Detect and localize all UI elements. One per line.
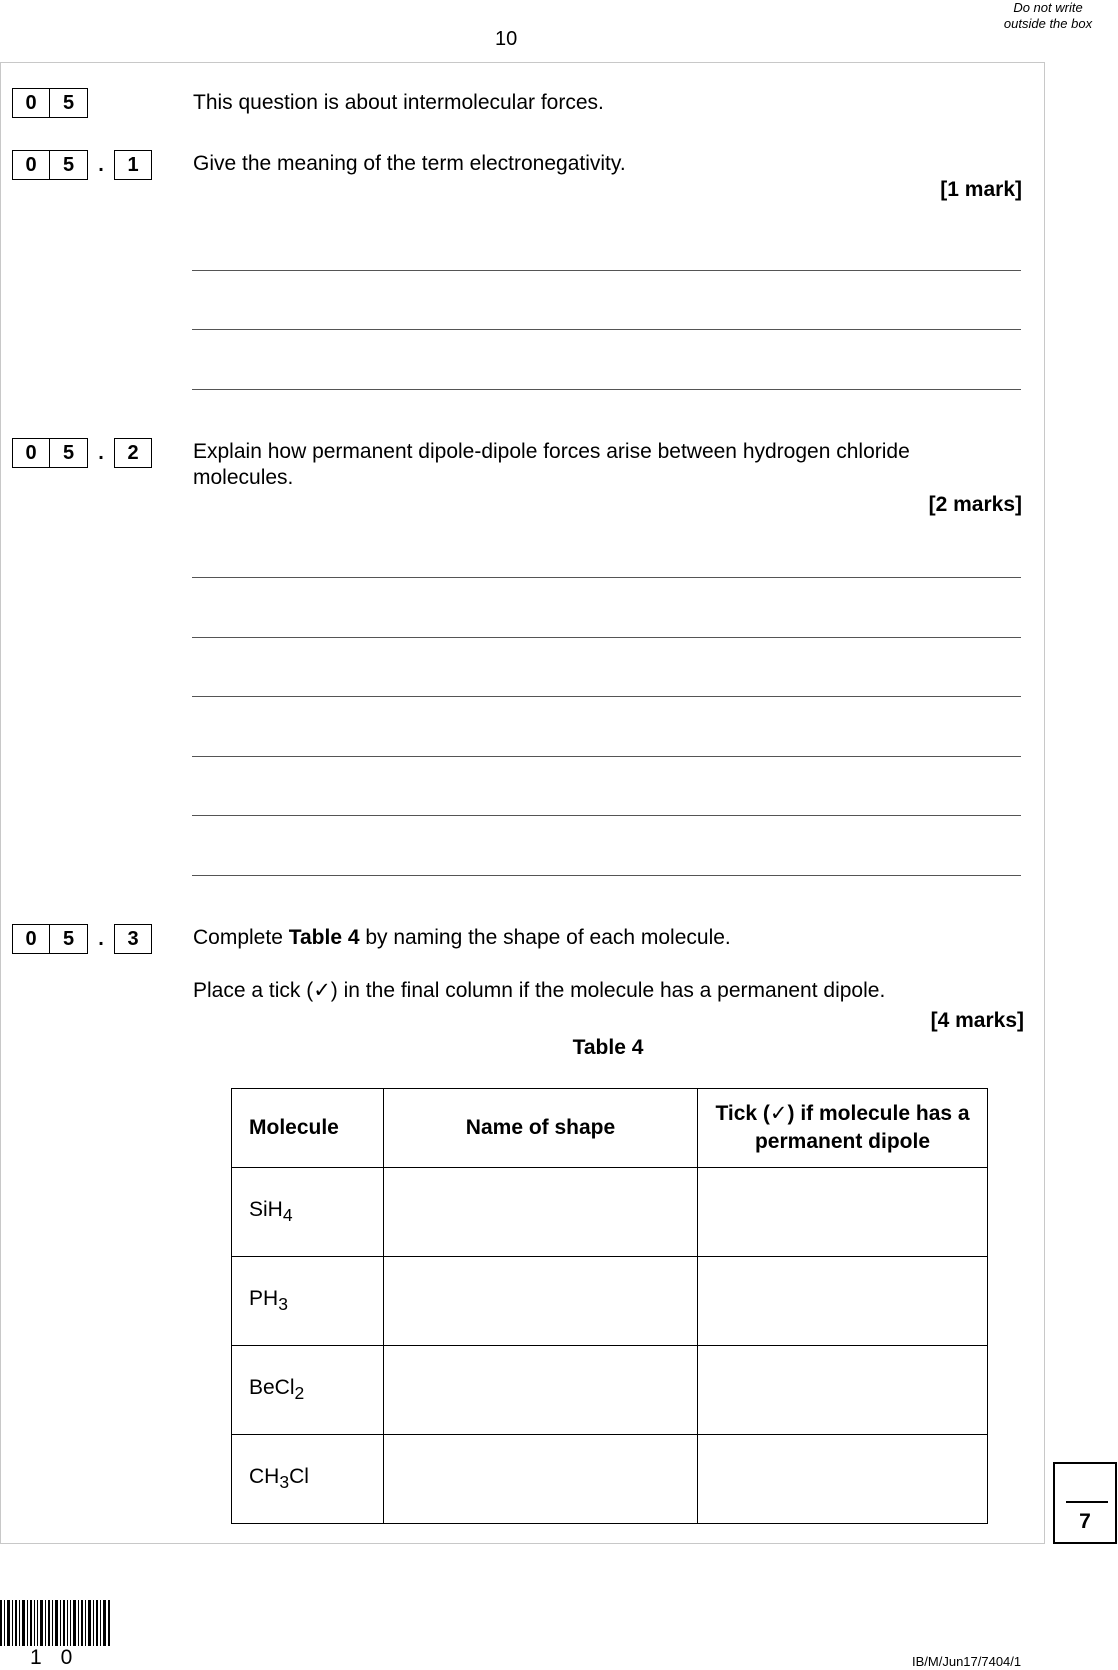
answer-line[interactable] (192, 577, 1021, 578)
answer-line[interactable] (192, 875, 1021, 876)
qnum-digit: 0 (12, 88, 50, 118)
qnum-dot: . (98, 927, 104, 950)
question-05-1-text: Give the meaning of the term electronegativity. (193, 152, 626, 175)
shape-answer-cell[interactable] (384, 1435, 698, 1524)
qnum-dot: . (98, 441, 104, 464)
qnum-digit: 1 (114, 150, 152, 180)
question-number-box-05-3 (12, 924, 152, 954)
question-05-1-marks: [1 mark] (940, 178, 1022, 201)
molecule-table (231, 1088, 988, 1524)
qnum-digit: 5 (50, 438, 88, 468)
qnum-digit: 0 (12, 924, 50, 954)
answer-line[interactable] (192, 329, 1021, 330)
qnum-dot: . (98, 153, 104, 176)
qnum-digit: 5 (50, 150, 88, 180)
shape-answer-cell[interactable] (384, 1168, 698, 1257)
shape-answer-cell[interactable] (384, 1257, 698, 1346)
qnum-digit: 2 (114, 438, 152, 468)
question-05-3-text2: Place a tick (✓) in the final column if the molecule has a permanent dipole. (193, 979, 886, 1002)
table-row (232, 1346, 988, 1435)
header-molecule: Molecule (232, 1089, 384, 1168)
dipole-tick-cell[interactable] (698, 1346, 988, 1435)
table-caption: Table 4 (572, 1036, 644, 1059)
page-number: 10 (495, 28, 518, 50)
answer-line[interactable] (192, 270, 1021, 271)
dipole-tick-cell[interactable] (698, 1168, 988, 1257)
table-row (232, 1435, 988, 1524)
table-row (232, 1168, 988, 1257)
answer-line[interactable] (192, 637, 1021, 638)
header-name-of-shape: Name of shape (384, 1089, 698, 1168)
answer-line[interactable] (192, 815, 1021, 816)
qnum-digit: 5 (50, 88, 88, 118)
question-number-box-05-1 (12, 150, 152, 180)
barcode-icon (0, 1600, 112, 1646)
question-05-3-marks: [4 marks] (930, 1009, 1024, 1032)
qnum-digit: 0 (12, 150, 50, 180)
answer-line[interactable] (192, 756, 1021, 757)
dipole-tick-cell[interactable] (698, 1257, 988, 1346)
answer-line[interactable] (192, 696, 1021, 697)
qnum-digit: 0 (12, 438, 50, 468)
table-reference: Table 4 (288, 926, 360, 949)
paper-reference-code: IB/M/Jun17/7404/1 (912, 1654, 1022, 1669)
question-number-box-05-2 (12, 438, 152, 468)
shape-answer-cell[interactable] (384, 1346, 698, 1435)
molecule-cell: $CH_3Cl$ (232, 1435, 384, 1524)
dipole-tick-cell[interactable] (698, 1435, 988, 1524)
qnum-digit: 5 (50, 924, 88, 954)
question-number-box-05 (12, 88, 88, 118)
score-divider (1066, 1501, 1108, 1503)
table-header-row (232, 1089, 988, 1168)
question-05-2-text: Explain how permanent dipole-dipole forces arise between hydrogen chloride molecules. (193, 440, 910, 489)
qnum-digit: 3 (114, 924, 152, 954)
question-05-intro: This question is about intermolecular forces. (193, 91, 604, 114)
margin-note: Do not write outside the box (1003, 0, 1093, 31)
examiner-score-box (1053, 1462, 1117, 1544)
header-tick-dipole: Tick (✓) if molecule has a permanent dipole (698, 1089, 988, 1168)
question-05-3-text: Complete Table 4 by naming the shape of each molecule. (193, 926, 731, 949)
barcode-digits: 10 (30, 1646, 92, 1669)
answer-line[interactable] (192, 389, 1021, 390)
score-total: 7 (1079, 1510, 1091, 1533)
molecule-cell: BeCl$_2$ (232, 1346, 384, 1435)
molecule-cell: SiH$_4$ (232, 1168, 384, 1257)
molecule-cell: $PH_3$ (232, 1257, 384, 1346)
question-05-2-marks: [2 marks] (928, 493, 1022, 516)
table-row (232, 1257, 988, 1346)
